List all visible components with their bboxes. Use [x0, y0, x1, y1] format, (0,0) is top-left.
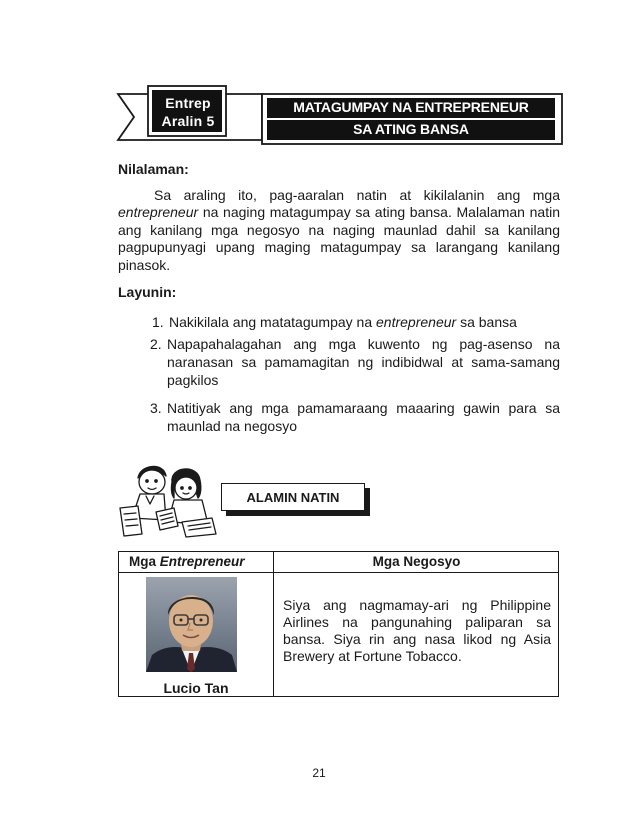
objective-text-after: sa bansa	[456, 314, 517, 330]
layunin-heading: Layunin:	[118, 284, 177, 300]
nilalaman-paragraph	[118, 187, 560, 274]
lesson-line-1: Entrep	[165, 95, 211, 111]
lucio-tan-photo	[146, 577, 237, 672]
portrait-image	[146, 577, 237, 672]
objective-number: 1.	[152, 314, 164, 330]
girl-face	[175, 477, 197, 499]
entrepreneur-name: Lucio Tan	[163, 680, 229, 696]
nilalaman-text-2: na naging matagumpay sa ating bansa. Malalaman natin ang kanilang mga negosyo na naging maunlad dahil sa kanilang pagpupunyagi upang maging matagumpay sa larangang kanilang pinasok.	[118, 204, 560, 273]
papers	[120, 506, 142, 536]
nilalaman-heading: Nilalaman:	[118, 161, 189, 177]
table-header-entrepreneur	[129, 554, 245, 569]
nilalaman-text-1: Sa araling ito, pag-aaralan natin at kikilalanin ang mga	[154, 187, 560, 203]
page-number: 21	[312, 766, 326, 780]
title-line-1: MATAGUMPAY NA ENTREPRENEUR	[293, 99, 529, 115]
lesson-line-2: Aralin 5	[161, 113, 215, 129]
table-divider-vertical	[273, 552, 274, 696]
table-header-negosyo: Mga Negosyo	[372, 554, 461, 569]
objective-text: Nakikilala ang matatagumpay na	[169, 314, 377, 330]
objective-item	[150, 399, 560, 435]
objective-text: Natitiyak ang mga pamamaraang maaaring gawin para sa maunlad na negosyo	[167, 400, 560, 434]
objective-text: Napapahalagahan ang mga kuwento ng pag-asenso na naranasan sa pamamagitan ng indibidwal at sama-samang pagkilos	[167, 336, 560, 388]
title-line-2: SA ATING BANSA	[353, 121, 469, 137]
objective-item	[152, 313, 559, 331]
objective-item	[150, 335, 560, 389]
objective-number: 2.	[150, 336, 162, 352]
nilalaman-italic: entrepreneur	[118, 204, 199, 221]
objective-italic: entrepreneur	[376, 314, 457, 330]
entrepreneur-table	[118, 551, 559, 697]
alamin-natin-label: ALAMIN NATIN	[221, 483, 365, 511]
boy-face	[139, 470, 165, 494]
header-entrepreneur-italic: Entrepreneur	[159, 554, 245, 569]
objective-number: 3.	[150, 400, 162, 416]
children-reading-illustration	[116, 460, 220, 538]
table-divider-horizontal	[119, 572, 558, 573]
business-description: Siya ang nagmamay-ari ng Philippine Airlines na pangunahing paliparan sa bansa. Siya rin ang nasa likod ng Asia Brewery at Fortune Tobacco.	[283, 597, 551, 664]
lesson-label	[152, 94, 224, 130]
header-mga: Mga	[129, 554, 160, 569]
